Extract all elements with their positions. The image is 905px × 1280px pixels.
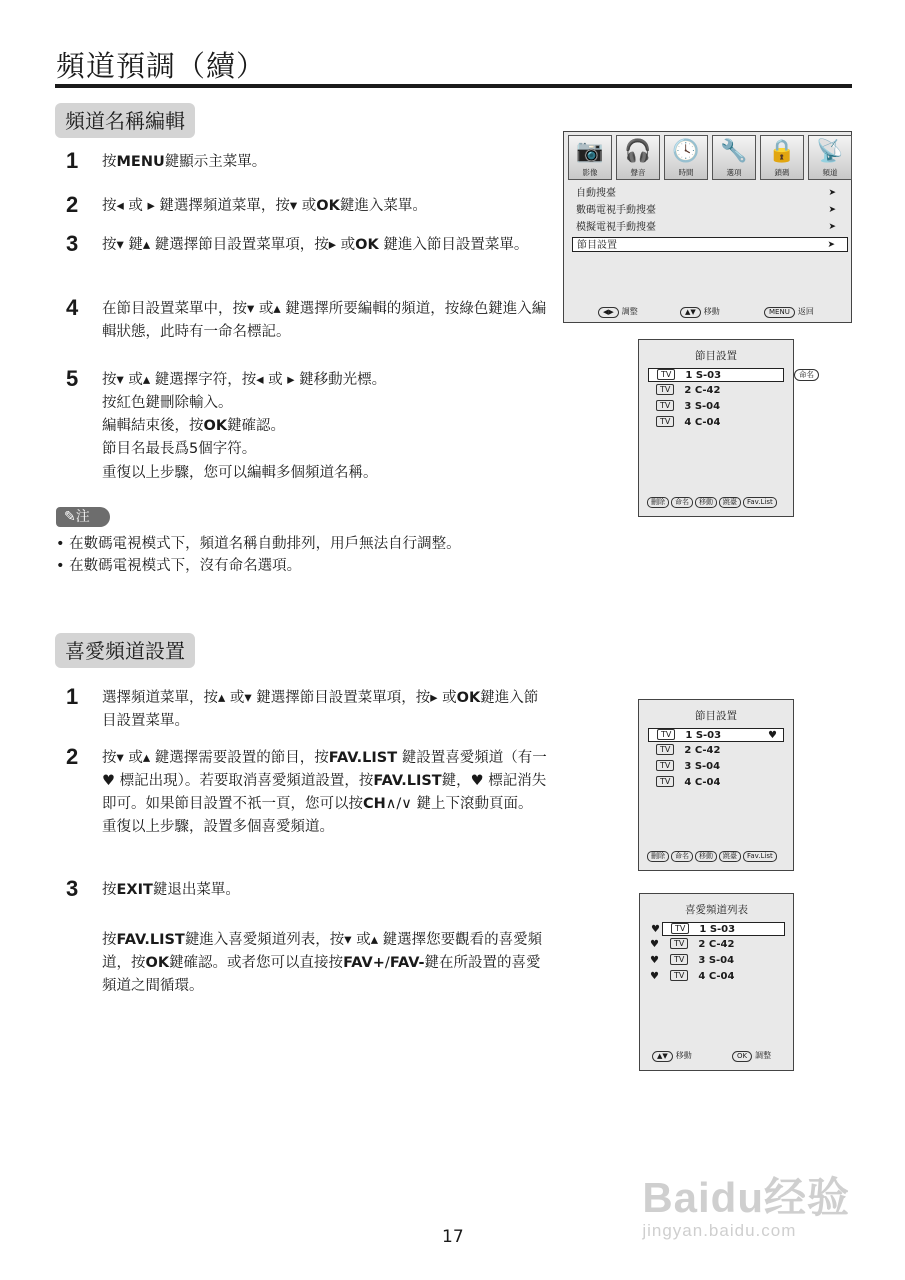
- channel-name: C-42: [708, 939, 735, 950]
- program-setup-title: 節目設置: [695, 710, 737, 722]
- channel-row[interactable]: [650, 938, 785, 952]
- channel-number: 3: [684, 761, 695, 772]
- channel-row[interactable]: [648, 728, 784, 742]
- channel-row[interactable]: [648, 400, 784, 414]
- section-heading-channel-name: 頻道名稱編輯: [55, 103, 195, 138]
- channel-name: C-42: [694, 745, 721, 756]
- tab-headphones: [616, 135, 660, 180]
- tv-badge: TV: [656, 416, 674, 427]
- section2-step-text: 按EXIT鍵退出菜單。: [102, 882, 240, 898]
- channel-name: S-04: [708, 955, 735, 966]
- satellite-icon: 📡: [816, 139, 844, 164]
- program-setup-button[interactable]: Fav.List: [743, 851, 777, 862]
- tab-label: 選項: [726, 168, 742, 177]
- section1-step-number: 5: [66, 366, 79, 391]
- channel-number: 3: [684, 401, 695, 412]
- note-bullet-1: • 在數碼電視模式下，頻道名稱自動排列，用戶無法自行調整。: [56, 536, 461, 552]
- tab-tools: [712, 135, 756, 180]
- tv-badge: TV: [657, 729, 675, 740]
- channel-number: 2: [684, 385, 695, 396]
- program-setup-button[interactable]: 移動: [695, 851, 717, 862]
- program-setup-button[interactable]: 刪除: [647, 851, 669, 862]
- tab-camera: [568, 135, 612, 180]
- channel-row[interactable]: [648, 416, 784, 430]
- section1-step-number: 3: [66, 231, 79, 256]
- channel-number: 4: [684, 417, 695, 428]
- tab-label: 頻道: [822, 168, 838, 177]
- camera-icon: 📷: [576, 139, 604, 164]
- channel-number: 2: [698, 939, 709, 950]
- channel-number: 3: [698, 955, 709, 966]
- channel-number: 4: [698, 971, 709, 982]
- note-label: ✎注: [56, 507, 110, 527]
- heart-icon: ♥: [650, 955, 659, 966]
- channel-row[interactable]: [650, 954, 785, 968]
- program-setup-screen-favorite: [638, 699, 794, 871]
- channel-row[interactable]: [648, 384, 784, 398]
- menu-item-label: 模擬電視手動搜臺: [576, 222, 656, 233]
- footer-move: ▲▼ 移動: [680, 306, 720, 318]
- fav-list-screen: [639, 893, 794, 1071]
- channel-number: 2: [684, 745, 695, 756]
- page-number: 17: [442, 1227, 464, 1247]
- rename-tag: 命名: [794, 369, 819, 381]
- section-heading-favorite: 喜愛頻道設置: [55, 633, 195, 668]
- tv-badge: TV: [671, 923, 689, 934]
- section1-step-number: 2: [66, 192, 79, 217]
- footer-adjust: ◀▶ 調整: [598, 306, 638, 318]
- tools-icon: 🔧: [720, 139, 748, 164]
- arrow-right-icon: ➤: [828, 188, 836, 198]
- section1-step-text: 在節目設置菜單中，按▾ 或▴ 鍵選擇所要編輯的頻道，按綠色鍵進入編輯狀態，此時有一命名標記。: [102, 301, 547, 340]
- channel-row[interactable]: [648, 744, 784, 758]
- section1-step-text: 按MENU鍵顯示主菜單。: [102, 154, 267, 170]
- section1-step-text: 按◂ 或 ▸ 鍵選擇頻道菜單，按▾ 或OK鍵進入菜單。: [102, 198, 427, 214]
- channel-name: C-04: [708, 971, 735, 982]
- channel-name: C-04: [694, 777, 721, 788]
- page-title: 頻道預調（續）: [56, 49, 267, 83]
- arrow-right-icon: ➤: [827, 240, 835, 250]
- tv-badge: TV: [656, 776, 674, 787]
- program-setup-buttons: [647, 497, 779, 508]
- tv-badge: TV: [657, 369, 675, 380]
- fav-list-title: 喜愛頻道列表: [685, 904, 748, 916]
- fav-footer-move: ▲▼ 移動: [652, 1050, 692, 1062]
- tv-badge: TV: [670, 970, 688, 981]
- menu-item-label: 自動搜臺: [576, 188, 616, 199]
- program-setup-buttons: [647, 851, 779, 862]
- channel-row[interactable]: [648, 760, 784, 774]
- tab-label: 影像: [582, 168, 598, 177]
- note-bullet-2: • 在數碼電視模式下，沒有命名選項。: [56, 558, 302, 574]
- tab-clock: [664, 135, 708, 180]
- section1-step-number: 1: [66, 148, 79, 173]
- channel-number: 1: [685, 730, 696, 741]
- menu-item-label: 節目設置: [577, 240, 617, 251]
- program-setup-button[interactable]: 刪除: [647, 497, 669, 508]
- tv-badge: TV: [656, 384, 674, 395]
- tv-badge: TV: [656, 760, 674, 771]
- program-setup-button[interactable]: 移動: [695, 497, 717, 508]
- arrow-right-icon: ➤: [828, 205, 836, 215]
- arrow-right-icon: ➤: [828, 222, 836, 232]
- channel-name: S-03: [709, 924, 736, 935]
- menu-item-label: 數碼電視手動搜臺: [576, 205, 656, 216]
- channel-name: S-03: [695, 370, 722, 381]
- repeat-text: 重復以上步驟，您可以編輯多個頻道名稱。: [102, 465, 378, 481]
- channel-name: S-03: [695, 730, 722, 741]
- footer-back: MENU 返回: [764, 306, 814, 318]
- heart-icon: ♥: [650, 971, 659, 982]
- channel-number: 1: [699, 924, 710, 935]
- channel-name: S-04: [694, 761, 721, 772]
- tv-badge: TV: [656, 744, 674, 755]
- main-menu-screen: [563, 131, 852, 323]
- lock-icon: 🔒: [768, 139, 796, 164]
- tv-badge: TV: [670, 938, 688, 949]
- heart-icon: ♥: [768, 730, 777, 741]
- channel-number: 1: [685, 370, 696, 381]
- section1-step-number: 4: [66, 295, 79, 320]
- tab-satellite: [808, 135, 852, 180]
- heart-icon: ♥: [651, 924, 660, 935]
- section2-step-number: 1: [66, 684, 79, 709]
- tab-label: 時間: [678, 168, 694, 177]
- channel-row[interactable]: [648, 776, 784, 790]
- clock-icon: 🕓: [672, 139, 700, 164]
- channel-number: 4: [684, 777, 695, 788]
- section1-step-text: 按▾ 或▴ 鍵選擇字符，按◂ 或 ▸ 鍵移動光標。 按紅色鍵刪除輸入。 編輯結束後，按OK鍵確認。 節目名最長爲5個字符。: [102, 372, 387, 457]
- main-menu-item[interactable]: [572, 186, 848, 201]
- section2-step-text: 按▾ 或▴ 鍵選擇需要設置的節目，按FAV.LIST 鍵設置喜愛頻道（有一 ♥ 標記出現）。若要取消喜愛頻道設置，按FAV.LIST鍵，♥ 標記消失即可。如果節目設置不祇一頁，您可以按CH∧/∨ 鍵上下滾動頁面。 重復以上步驟，設置多個喜愛頻道。: [102, 750, 547, 835]
- main-menu-item[interactable]: [572, 237, 848, 252]
- section1-step-text: 按▾ 鍵▴ 鍵選擇節目設置菜單項，按▸ 或OK 鍵進入節目設置菜單。: [102, 237, 529, 253]
- main-menu-item[interactable]: [572, 203, 848, 218]
- program-setup-screen-rename: [638, 339, 794, 517]
- program-setup-button[interactable]: 命名: [671, 497, 693, 508]
- fav-footer-ok: OK 調整: [732, 1050, 771, 1062]
- pencil-icon: ✎: [64, 509, 76, 525]
- channel-row[interactable]: [651, 922, 785, 936]
- tv-badge: TV: [656, 400, 674, 411]
- program-setup-button[interactable]: Fav.List: [743, 497, 777, 508]
- section2-step-number: 2: [66, 744, 79, 769]
- program-setup-title: 節目設置: [695, 350, 737, 362]
- channel-row[interactable]: [650, 970, 785, 984]
- channel-name: C-42: [694, 385, 721, 396]
- baidu-watermark: Baidu经验 jingyan.baidu.com: [642, 1174, 850, 1240]
- channel-name: S-04: [694, 401, 721, 412]
- fav-list-text: 按FAV.LIST鍵進入喜愛頻道列表，按▾ 或▴ 鍵選擇您要觀看的喜愛頻道，按OK鍵確認。或者您可以直接按FAV+/FAV-鍵在所設置的喜愛頻道之間循環。: [102, 932, 543, 994]
- program-setup-button[interactable]: 跳臺: [719, 497, 741, 508]
- heart-icon: ♥: [650, 939, 659, 950]
- section2-step-number: 3: [66, 876, 79, 901]
- program-setup-button[interactable]: 跳臺: [719, 851, 741, 862]
- channel-row[interactable]: [648, 368, 784, 382]
- tv-badge: TV: [670, 954, 688, 965]
- headphones-icon: 🎧: [624, 139, 652, 164]
- tab-label: 聲音: [630, 168, 646, 177]
- section2-step-text: 選擇頻道菜單，按▴ 或▾ 鍵選擇節目設置菜單項，按▸ 或OK鍵進入節目設置菜單。: [102, 690, 539, 729]
- channel-name: C-04: [694, 417, 721, 428]
- program-setup-button[interactable]: 命名: [671, 851, 693, 862]
- main-menu-item[interactable]: [572, 220, 848, 235]
- tab-label: 鎖碼: [774, 168, 790, 177]
- tab-lock: [760, 135, 804, 180]
- title-rule: [55, 84, 852, 88]
